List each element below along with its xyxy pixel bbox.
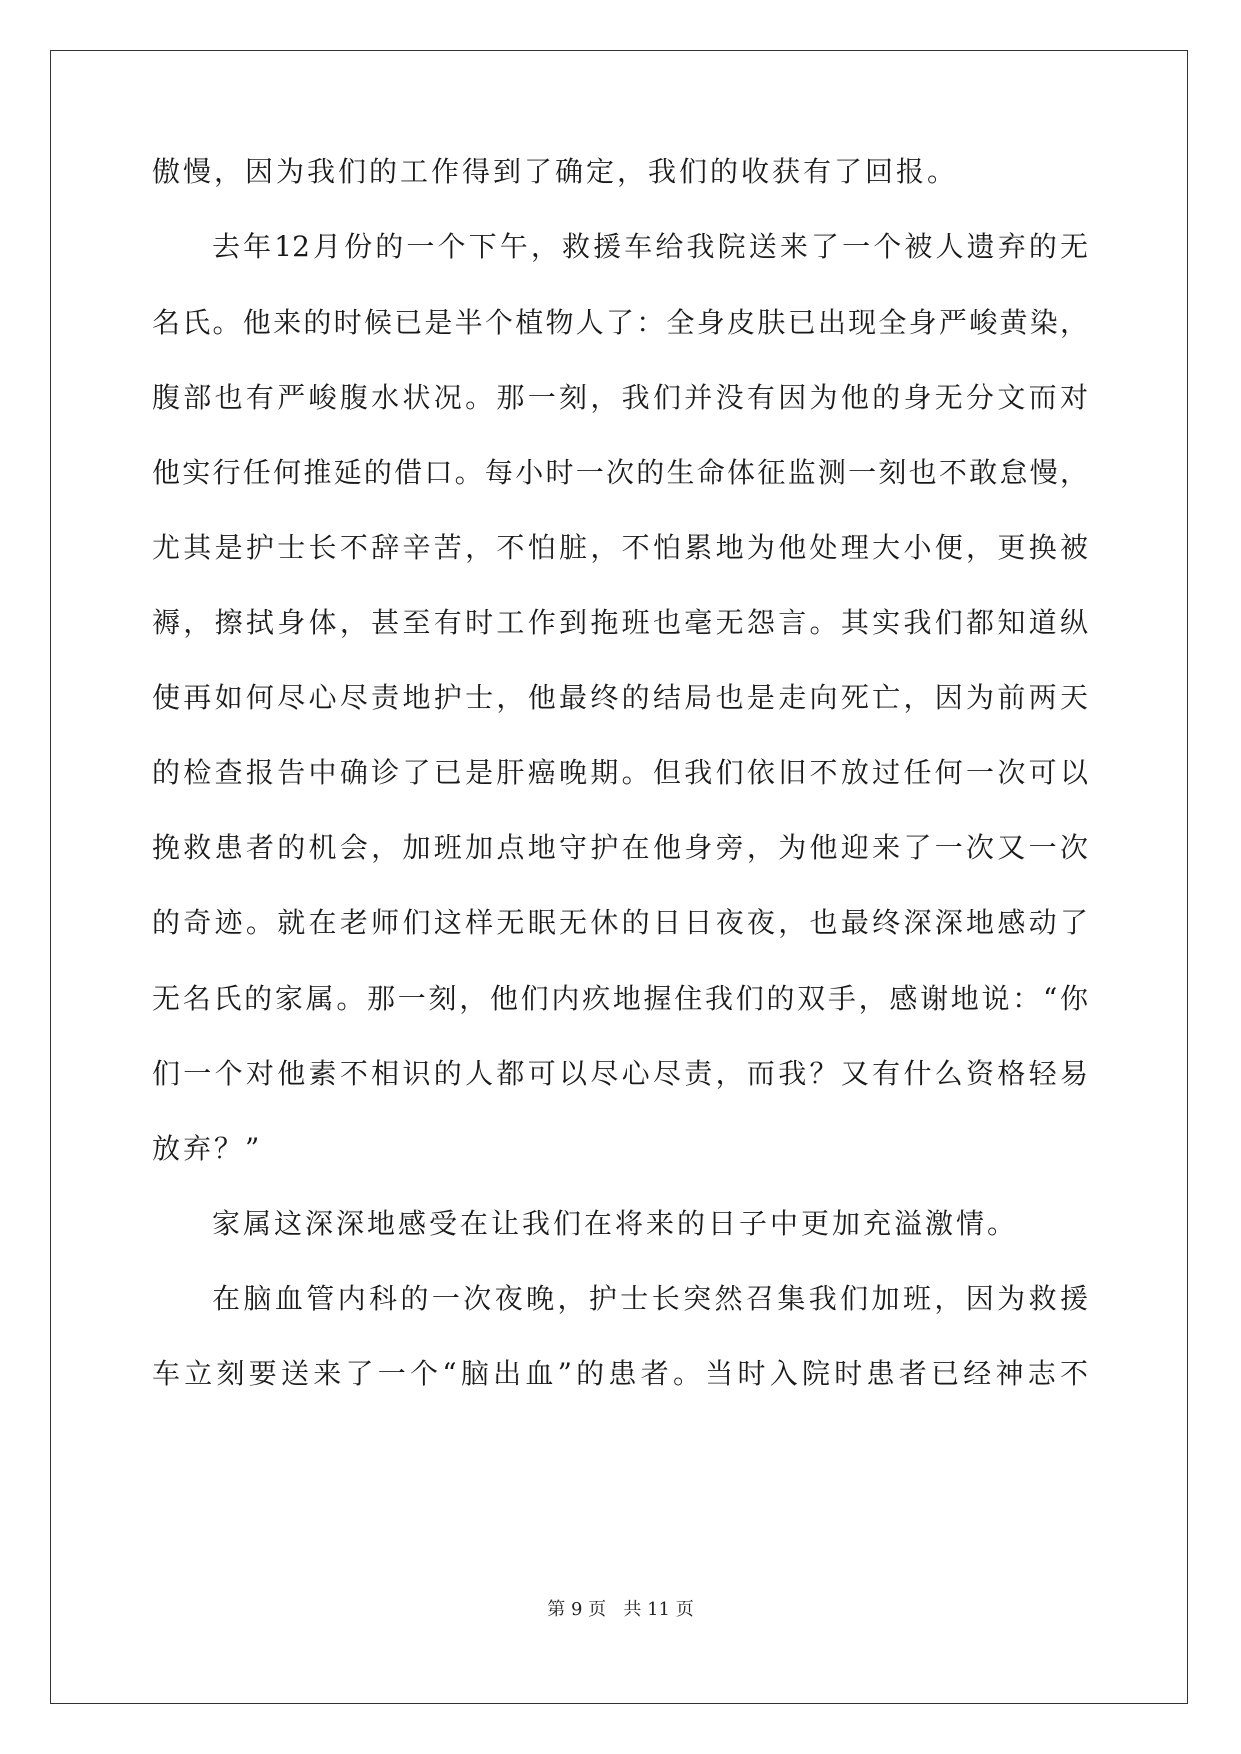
text-line: 的检查报告中确诊了已是肝癌晚期。但我们依旧不放过任何一次可以 [152,756,1088,789]
text-line: 名氏。他来的时候已是半个植物人了：全身皮肤已出现全身严峻黄染， [152,306,1088,339]
text-line: 们一个对他素不相识的人都可以尽心尽责，而我？又有什么资格轻易 [152,1057,1088,1090]
page-border [50,50,1188,1704]
text-line: 褥，擦拭身体，甚至有时工作到拖班也毫无怨言。其实我们都知道纵 [152,606,1088,639]
text-line: 使再如何尽心尽责地护士，他最终的结局也是走向死亡，因为前两天 [152,681,1088,714]
text-line: 放弃？” [152,1132,263,1165]
text-line: 尤其是护士长不辞辛苦，不怕脏，不怕累地为他处理大小便，更换被 [152,531,1088,564]
text-line: 在脑血管内科的一次夜晚，护士长突然召集我们加班，因为救援 [212,1282,1088,1315]
text-line: 去年12月份的一个下午，救援车给我院送来了一个被人遗弃的无 [212,230,1088,263]
text-line: 车立刻要送来了一个“脑出血”的患者。当时入院时患者已经神志不 [152,1357,1088,1390]
page-number-footer: 第 9 页 共 11 页 [547,1599,694,1620]
text-line: 挽救患者的机会，加班加点地守护在他身旁，为他迎来了一次又一次 [152,831,1088,864]
text-line: 腹部也有严峻腹水状况。那一刻，我们并没有因为他的身无分文而对 [152,381,1088,414]
text-line: 傲慢，因为我们的工作得到了确定，我们的收获有了回报。 [152,155,959,188]
text-line: 他实行任何推延的借口。每小时一次的生命体征监测一刻也不敢怠慢， [152,456,1088,489]
text-line: 无名氏的家属。那一刻，他们内疚地握住我们的双手，感谢地说：“你 [152,982,1088,1015]
text-line: 的奇迹。就在老师们这样无眠无休的日日夜夜，也最终深深地感动了 [152,906,1088,939]
text-line: 家属这深深地感受在让我们在将来的日子中更加充溢激情。 [212,1207,1019,1240]
